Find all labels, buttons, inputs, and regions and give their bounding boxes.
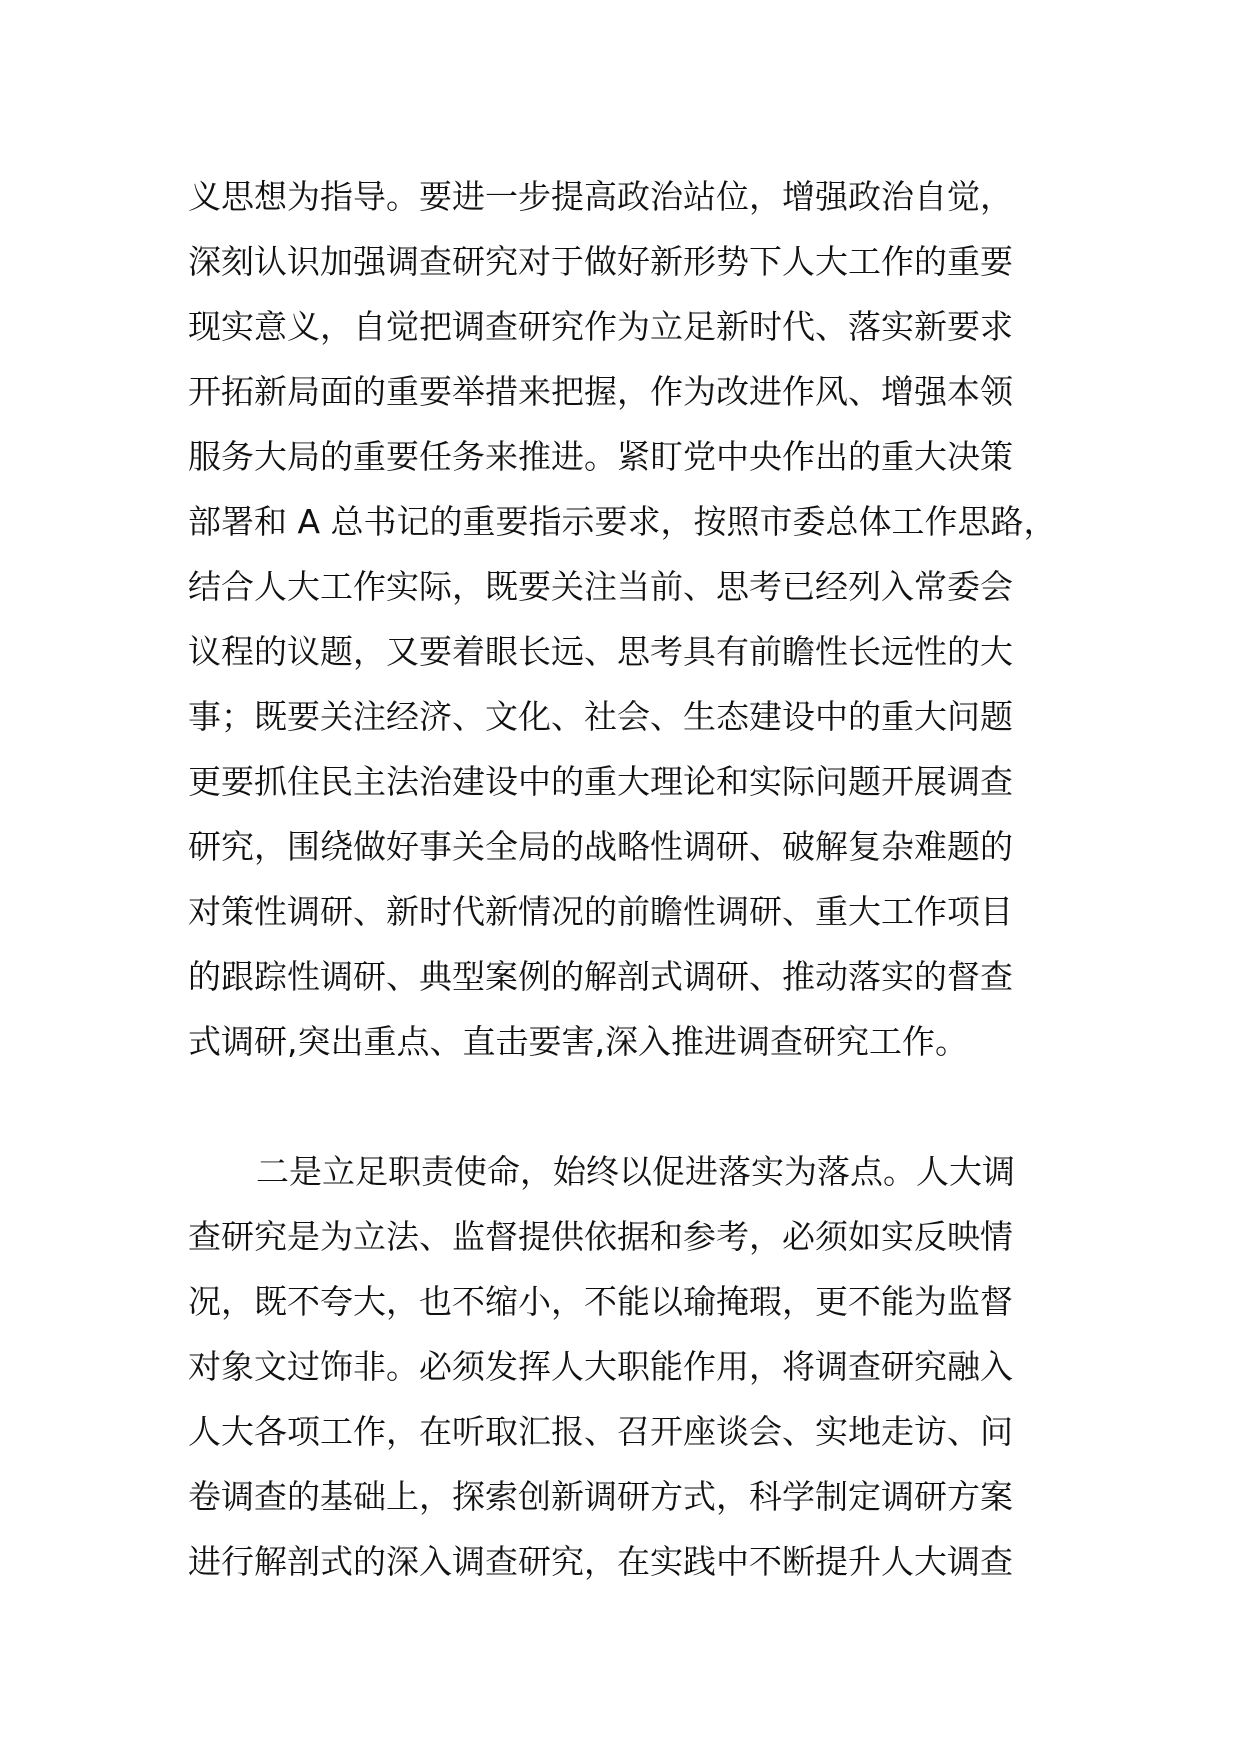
text-line: 义思想为指导。要进一步提高政治站位，增强政治自觉， [188,177,1013,216]
text-line: 开拓新局面的重要举措来把握，作为改进作风、增强本领 [188,372,1013,411]
text-line: 人大各项工作，在听取汇报、召开座谈会、实地走访、问 [188,1412,1013,1451]
text-line: 卷调查的基础上，探索创新调研方式，科学制定调研方案 [188,1477,1013,1516]
text-line: 议程的议题，又要着眼长远、思考具有前瞻性长远性的大 [188,632,1013,671]
text-line: 现实意义，自觉把调查研究作为立足新时代、落实新要求 [188,307,1013,346]
text-line: 深刻认识加强调查研究对于做好新形势下人大工作的重要 [188,242,1013,281]
text-line: 部署和 A 总书记的重要指示要求，按照市委总体工作思路， [188,502,1057,541]
text-line: 查研究是为立法、监督提供依据和参考，必须如实反映情 [188,1217,1013,1256]
text-line: 的跟踪性调研、典型案例的解剖式调研、推动落实的督查 [188,957,1013,996]
text-line: 况，既不夸大，也不缩小，不能以瑜掩瑕，更不能为监督 [188,1282,1013,1321]
text-line: 对象文过饰非。必须发挥人大职能作用，将调查研究融入 [188,1347,1013,1386]
text-line: 式调研,突出重点、直击要害,深入推进调查研究工作。 [188,1022,968,1061]
text-line: 二是立足职责使命，始终以促进落实为落点。人大调 [256,1152,1015,1191]
text-line: 服务大局的重要任务来推进。紧盯党中央作出的重大决策 [188,437,1013,476]
text-line: 研究，围绕做好事关全局的战略性调研、破解复杂难题的 [188,827,1013,866]
text-line: 结合人大工作实际，既要关注当前、思考已经列入常委会 [188,567,1013,606]
text-line: 事；既要关注经济、文化、社会、生态建设中的重大问题 [188,697,1013,736]
text-line: 进行解剖式的深入调查研究，在实践中不断提升人大调查 [188,1542,1013,1581]
text-line: 对策性调研、新时代新情况的前瞻性调研、重大工作项目 [188,892,1013,931]
text-line: 更要抓住民主法治建设中的重大理论和实际问题开展调查 [188,762,1013,801]
